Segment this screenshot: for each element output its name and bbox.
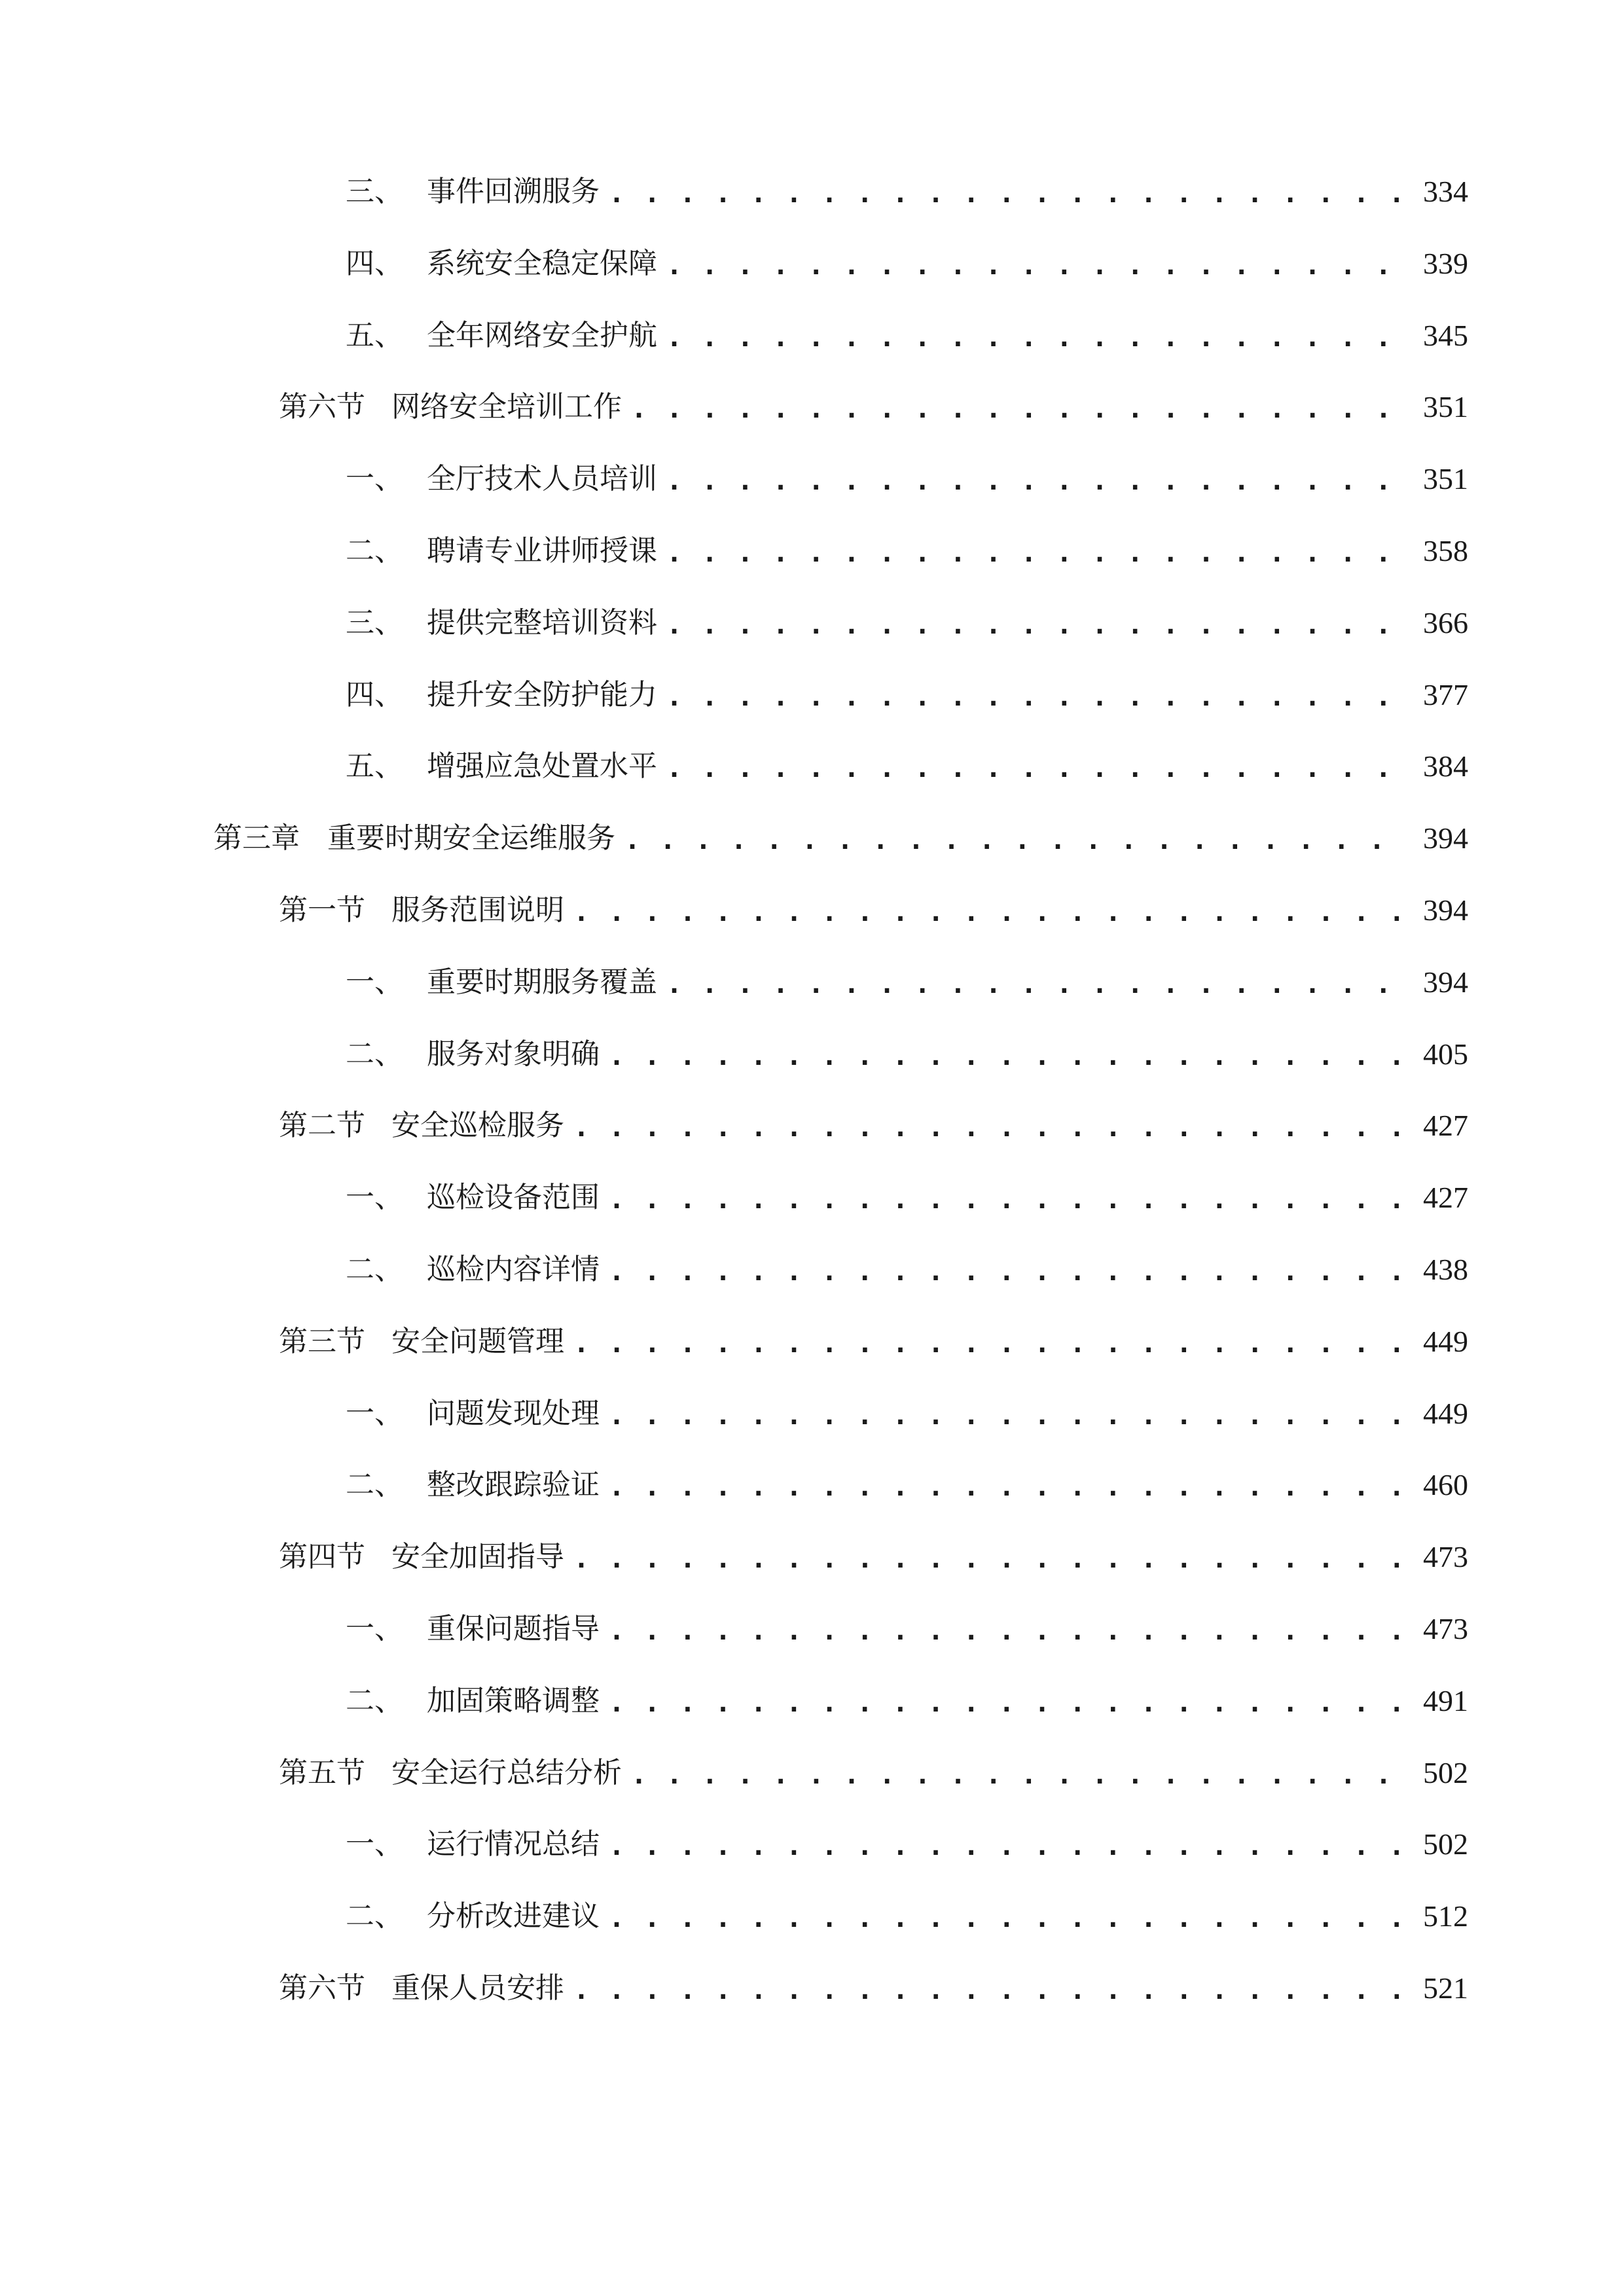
toc-entry-title: 整改跟踪验证 <box>427 1468 600 1501</box>
toc-dot-leader <box>609 1172 1409 1224</box>
toc-entry-number: 三、 <box>346 175 403 208</box>
toc-entry-title: 事件回溯服务 <box>427 175 600 208</box>
toc-page-number: 405 <box>1423 1037 1468 1071</box>
toc-entry-title: 重保问题指导 <box>427 1612 600 1645</box>
toc-entry-title: 提供完整培训资料 <box>427 606 657 639</box>
toc-entry[interactable] <box>346 669 1468 721</box>
toc-entry[interactable] <box>279 381 1468 433</box>
toc-page-number: 351 <box>1423 462 1468 495</box>
toc-dot-leader <box>666 453 1409 505</box>
toc-entry-number: 一、 <box>346 1827 403 1861</box>
toc-dot-leader <box>609 1388 1409 1440</box>
toc-page-number: 384 <box>1423 749 1468 783</box>
toc-entry[interactable] <box>346 1172 1468 1224</box>
toc-entry-number: 五、 <box>346 749 403 783</box>
toc-entry-title: 安全运行总结分析 <box>391 1756 622 1789</box>
toc-dot-leader <box>573 884 1409 937</box>
toc-entry-number: 第三章 <box>213 821 300 855</box>
toc-entry-number: 第四节 <box>279 1540 365 1573</box>
toc-entry[interactable] <box>346 238 1468 290</box>
toc-page-number: 473 <box>1423 1612 1468 1645</box>
toc-entry-number: 一、 <box>346 1181 403 1214</box>
toc-page-number: 449 <box>1423 1325 1468 1358</box>
toc-dot-leader <box>631 381 1409 433</box>
toc-page-number: 394 <box>1423 893 1468 927</box>
toc-entry[interactable] <box>346 453 1468 505</box>
toc-entry-title: 加固策略调整 <box>427 1684 600 1717</box>
toc-entry-number: 二、 <box>346 1037 403 1071</box>
toc-page-number: 394 <box>1423 821 1468 855</box>
toc-entry-title: 网络安全培训工作 <box>391 390 622 423</box>
toc-dot-leader <box>666 310 1409 362</box>
toc-entry-title: 巡检内容详情 <box>427 1253 600 1286</box>
toc-entry-number: 五、 <box>346 319 403 352</box>
toc-entry[interactable] <box>346 310 1468 362</box>
toc-entry-number: 第二节 <box>279 1109 365 1142</box>
toc-page-number: 460 <box>1423 1468 1468 1501</box>
toc-page-number: 521 <box>1423 1971 1468 2005</box>
toc-dot-leader <box>666 525 1409 577</box>
toc-entry[interactable] <box>346 1459 1468 1511</box>
toc-page-number: 438 <box>1423 1253 1468 1286</box>
toc-dot-leader <box>609 1818 1409 1871</box>
toc-page-number: 351 <box>1423 390 1468 423</box>
toc-entry-title: 巡检设备范围 <box>427 1181 600 1214</box>
toc-dot-leader <box>609 1675 1409 1727</box>
toc-dot-leader <box>573 1962 1409 2015</box>
toc-entry-number: 一、 <box>346 462 403 495</box>
toc-entry[interactable] <box>279 1962 1468 2015</box>
toc-dot-leader <box>609 1244 1409 1296</box>
toc-entry[interactable] <box>213 812 1468 865</box>
toc-entry-title: 提升安全防护能力 <box>427 678 657 711</box>
toc-entry-number: 三、 <box>346 606 403 639</box>
toc-entry-number: 二、 <box>346 1253 403 1286</box>
toc-entry[interactable] <box>346 597 1468 649</box>
toc-page-number: 358 <box>1423 534 1468 567</box>
toc-page-number: 366 <box>1423 606 1468 639</box>
toc-entry-title: 系统安全稳定保障 <box>427 247 657 280</box>
toc-entry-title: 安全加固指导 <box>391 1540 564 1573</box>
toc-dot-leader <box>666 597 1409 649</box>
toc-dot-leader <box>573 1100 1409 1152</box>
toc-entry-title: 全年网络安全护航 <box>427 319 657 352</box>
toc-page-number: 502 <box>1423 1756 1468 1789</box>
toc-entry[interactable] <box>346 1388 1468 1440</box>
toc-entry-title: 运行情况总结 <box>427 1827 600 1861</box>
toc-page-number: 512 <box>1423 1899 1468 1933</box>
toc-page-number: 345 <box>1423 319 1468 352</box>
toc-entry-title: 重要时期服务覆盖 <box>427 965 657 999</box>
toc-entry-title: 全厅技术人员培训 <box>427 462 657 495</box>
toc-dot-leader <box>666 956 1409 1009</box>
toc-page-number: 491 <box>1423 1684 1468 1717</box>
toc-entry[interactable] <box>346 1890 1468 1943</box>
toc-entry[interactable] <box>346 1603 1468 1655</box>
toc-entry-title: 安全巡检服务 <box>391 1109 564 1142</box>
toc-page-number: 473 <box>1423 1540 1468 1573</box>
toc-entry[interactable] <box>346 1028 1468 1081</box>
toc-entry-number: 第六节 <box>279 390 365 423</box>
toc-entry-number: 第三节 <box>279 1325 365 1358</box>
toc-entry-title: 问题发现处理 <box>427 1397 600 1430</box>
toc-entry[interactable] <box>346 525 1468 577</box>
toc-dot-leader <box>609 1603 1409 1655</box>
toc-entry[interactable] <box>279 1531 1468 1583</box>
toc-page-number: 394 <box>1423 965 1468 999</box>
toc-entry-number: 一、 <box>346 1397 403 1430</box>
toc-dot-leader <box>666 669 1409 721</box>
toc-page-number: 502 <box>1423 1827 1468 1861</box>
toc-entry-number: 二、 <box>346 1684 403 1717</box>
toc-page-number: 339 <box>1423 247 1468 280</box>
toc-entry[interactable] <box>346 1675 1468 1727</box>
toc-entry-title: 安全问题管理 <box>391 1325 564 1358</box>
toc-entry-title: 分析改进建议 <box>427 1899 600 1933</box>
toc-dot-leader <box>624 812 1409 865</box>
toc-entry-title: 重要时期安全运维服务 <box>327 821 615 855</box>
toc-dot-leader <box>573 1316 1409 1368</box>
toc-entry-title: 增强应急处置水平 <box>427 749 657 783</box>
toc-entry-number: 四、 <box>346 247 403 280</box>
toc-entry-number: 一、 <box>346 965 403 999</box>
toc-entry[interactable] <box>346 1818 1468 1871</box>
toc-dot-leader <box>666 740 1409 793</box>
toc-dot-leader <box>609 1459 1409 1511</box>
toc-dot-leader <box>609 1028 1409 1081</box>
toc-entry[interactable] <box>279 1747 1468 1799</box>
toc-entry-number: 一、 <box>346 1612 403 1645</box>
toc-page-number: 449 <box>1423 1397 1468 1430</box>
toc-entry-number: 二、 <box>346 534 403 567</box>
toc-entry-number: 第一节 <box>279 893 365 927</box>
toc-entry-number: 第五节 <box>279 1756 365 1789</box>
toc-page-number: 334 <box>1423 175 1468 208</box>
toc-entry[interactable] <box>346 956 1468 1009</box>
toc-entry-number: 四、 <box>346 678 403 711</box>
toc-entry[interactable] <box>346 166 1468 218</box>
toc-page-number: 377 <box>1423 678 1468 711</box>
toc-entry[interactable] <box>279 884 1468 937</box>
toc-entry[interactable] <box>279 1100 1468 1152</box>
toc-page-number: 427 <box>1423 1109 1468 1142</box>
toc-dot-leader <box>631 1747 1409 1799</box>
toc-dot-leader <box>666 238 1409 290</box>
toc-page-number: 427 <box>1423 1181 1468 1214</box>
toc-entry-title: 服务对象明确 <box>427 1037 600 1071</box>
toc-entry-number: 第六节 <box>279 1971 365 2005</box>
toc-dot-leader <box>609 166 1409 218</box>
toc-dot-leader <box>573 1531 1409 1583</box>
toc-entry-number: 二、 <box>346 1899 403 1933</box>
toc-entry-title: 服务范围说明 <box>391 893 564 927</box>
toc-entry[interactable] <box>279 1316 1468 1368</box>
toc-entry-number: 二、 <box>346 1468 403 1501</box>
toc-entry-title: 重保人员安排 <box>391 1971 564 2005</box>
toc-entry[interactable] <box>346 740 1468 793</box>
toc-dot-leader <box>609 1890 1409 1943</box>
toc-entry-title: 聘请专业讲师授课 <box>427 534 657 567</box>
toc-entry[interactable] <box>346 1244 1468 1296</box>
